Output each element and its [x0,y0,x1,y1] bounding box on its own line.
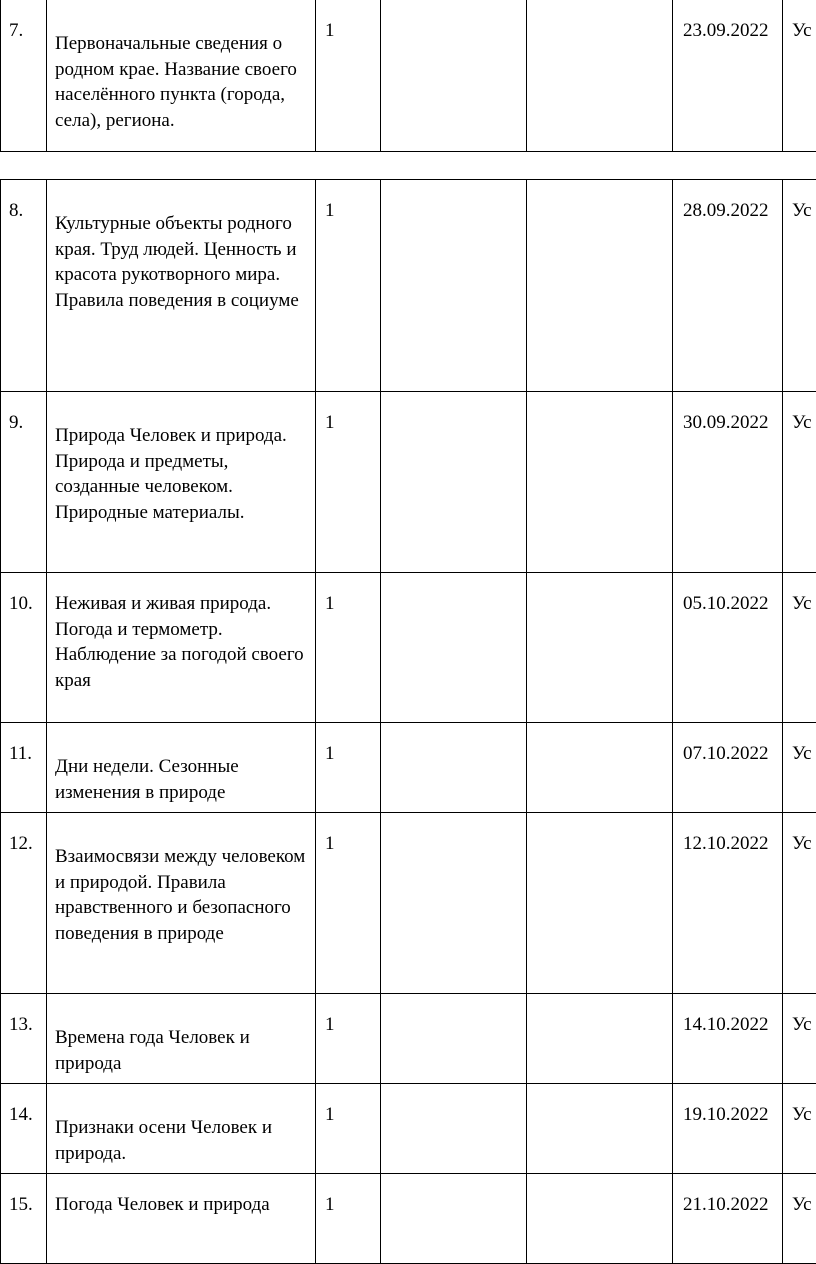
empty-cell [527,180,673,392]
date-cell [673,813,783,994]
hours-cell [316,392,381,573]
tail-cell [783,573,816,723]
empty-cell [527,573,673,723]
lesson-tail-text: Ус [783,0,816,44]
lesson-date: 21.10.2022 [673,1174,782,1218]
empty-cell [527,1084,673,1174]
lesson-date: 30.09.2022 [673,392,782,436]
row-number-cell [1,573,47,723]
lesson-table-main [0,179,816,1264]
table-row [1,180,816,392]
row-number: 11. [1,723,46,767]
hours-cell [316,1084,381,1174]
empty-cell [381,573,527,723]
lesson-date: 19.10.2022 [673,1084,782,1128]
lesson-topic: Погода Человек и природа [47,1174,315,1218]
lesson-date: 05.10.2022 [673,573,782,617]
tail-cell [783,180,816,392]
row-number: 12. [1,813,46,857]
row-number-cell [1,392,47,573]
table-row [1,573,816,723]
date-cell [673,392,783,573]
table-row [1,0,816,152]
lesson-tail-text: Ус [783,1084,816,1128]
row-number-cell [1,723,47,813]
hours-cell [316,1174,381,1264]
empty-cell [527,0,673,152]
empty-cell [381,392,527,573]
empty-cell [381,1084,527,1174]
table-row [1,723,816,813]
tail-cell [783,0,816,152]
empty-cell [527,392,673,573]
empty-cell [381,994,527,1084]
row-number-cell [1,994,47,1084]
lesson-table-top [0,0,816,152]
row-number: 15. [1,1174,46,1218]
topic-cell [47,723,316,813]
empty-cell [381,180,527,392]
row-number-cell [1,813,47,994]
lesson-date: 28.09.2022 [673,180,782,224]
hours-cell [316,0,381,152]
lesson-hours: 1 [316,723,380,767]
date-cell [673,0,783,152]
lesson-topic: Культурные объекты родного края. Труд людей. Ценность и красота рукотворного мира. Правила поведения в социуме [47,180,315,313]
lesson-topic: Признаки осени Человек и природа. [47,1084,315,1166]
table-row [1,994,816,1084]
hours-cell [316,994,381,1084]
row-number: 9. [1,392,46,436]
row-number: 13. [1,994,46,1038]
topic-cell [47,573,316,723]
lesson-topic: Дни недели. Сезонные изменения в природе [47,723,315,805]
date-cell [673,1174,783,1264]
lesson-hours: 1 [316,1174,380,1218]
tail-cell [783,392,816,573]
empty-cell [527,994,673,1084]
topic-cell [47,392,316,573]
date-cell [673,573,783,723]
lesson-tail-text: Ус [783,994,816,1038]
row-number: 8. [1,180,46,224]
lesson-date: 23.09.2022 [673,0,782,44]
table-row [1,1084,816,1174]
lesson-tail-text: Ус [783,723,816,767]
lesson-date: 07.10.2022 [673,723,782,767]
topic-cell [47,1174,316,1264]
lesson-hours: 1 [316,994,380,1038]
empty-cell [381,0,527,152]
hours-cell [316,573,381,723]
lesson-date: 14.10.2022 [673,994,782,1038]
lesson-hours: 1 [316,180,380,224]
empty-cell [527,813,673,994]
lesson-topic: Времена года Человек и природа [47,994,315,1076]
hours-cell [316,180,381,392]
tail-cell [783,994,816,1084]
lesson-tail-text: Ус [783,573,816,617]
lesson-hours: 1 [316,813,380,857]
lesson-tail-text: Ус [783,813,816,857]
topic-cell [47,813,316,994]
lesson-hours: 1 [316,392,380,436]
topic-cell [47,1084,316,1174]
row-number-cell [1,0,47,152]
lesson-topic: Взаимосвязи между человеком и природой. Правила нравственного и безопасного поведения в природе [47,813,315,946]
row-number-cell [1,1174,47,1264]
date-cell [673,723,783,813]
topic-cell [47,994,316,1084]
tail-cell [783,1084,816,1174]
table-row [1,392,816,573]
date-cell [673,180,783,392]
tail-cell [783,1174,816,1264]
lesson-hours: 1 [316,1084,380,1128]
lesson-hours: 1 [316,0,380,44]
tail-cell [783,723,816,813]
lesson-tail-text: Ус [783,1174,816,1218]
topic-cell [47,180,316,392]
empty-cell [381,1174,527,1264]
empty-cell [381,813,527,994]
empty-cell [527,1174,673,1264]
empty-cell [381,723,527,813]
date-cell [673,994,783,1084]
topic-cell [47,0,316,152]
row-number: 7. [1,0,46,44]
lesson-tail-text: Ус [783,392,816,436]
lesson-topic: Первоначальные сведения о родном крае. Название своего населённого пункта (города, села), региона. [47,0,315,133]
hours-cell [316,813,381,994]
date-cell [673,1084,783,1174]
row-number-cell [1,180,47,392]
empty-cell [527,723,673,813]
row-number-cell [1,1084,47,1174]
row-number: 10. [1,573,46,617]
lesson-topic: Неживая и живая природа. Погода и термометр. Наблюдение за погодой своего края [47,573,315,693]
table-row [1,1174,816,1264]
hours-cell [316,723,381,813]
tail-cell [783,813,816,994]
lesson-tail-text: Ус [783,180,816,224]
lesson-date: 12.10.2022 [673,813,782,857]
row-number: 14. [1,1084,46,1128]
table-row [1,813,816,994]
lesson-topic: Природа Человек и природа. Природа и предметы, созданные человеком. Природные материалы. [47,392,315,525]
lesson-hours: 1 [316,573,380,617]
